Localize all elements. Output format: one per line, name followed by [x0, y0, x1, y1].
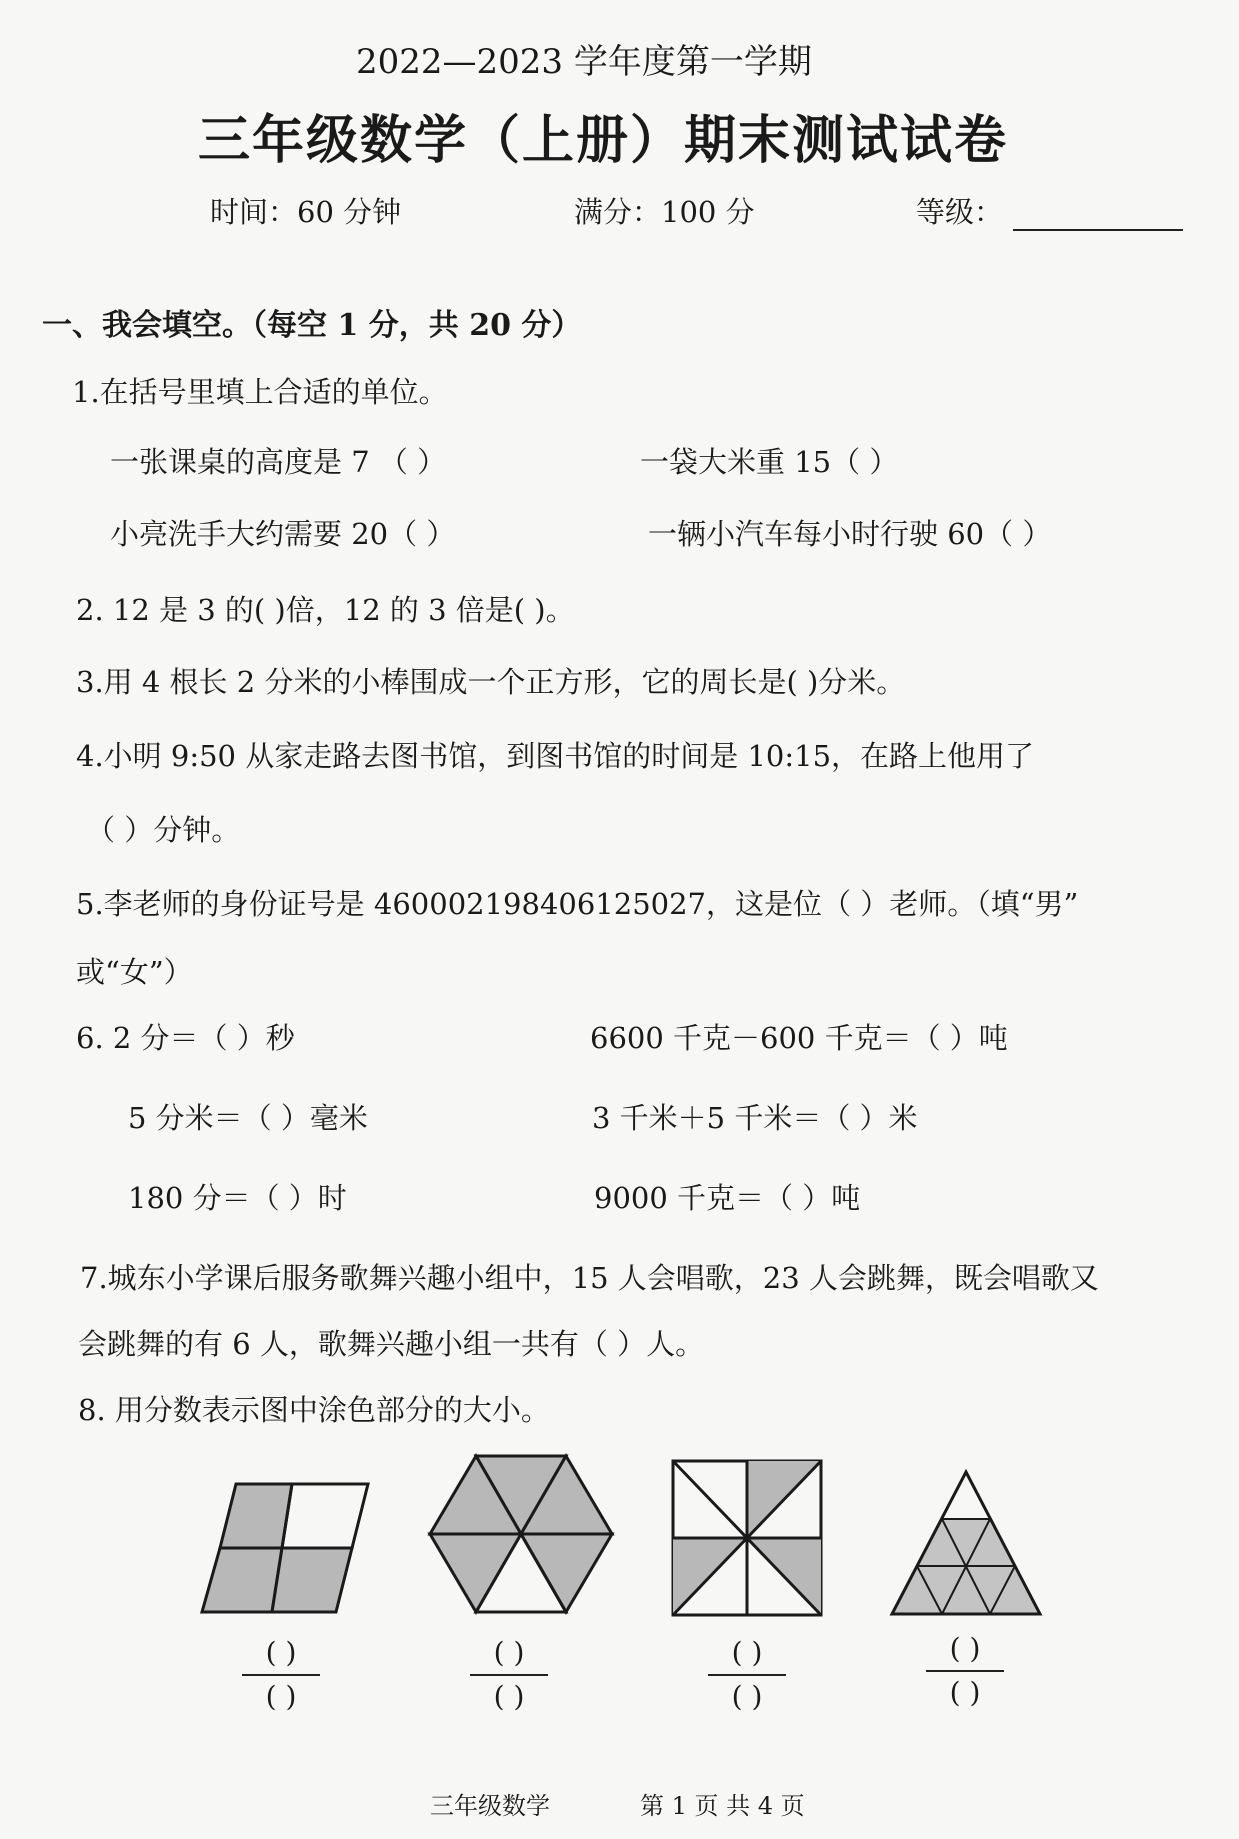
- shaded-region: [220, 1484, 292, 1548]
- school-year: 2022—2023 学年度第一学期: [356, 42, 812, 82]
- numerator-blank: ( ): [731, 1636, 763, 1669]
- shaded-region: [521, 1534, 612, 1612]
- q6-item-e: 180 分＝（ ）时: [128, 1181, 347, 1215]
- fraction-bar: [470, 1674, 548, 1676]
- unshaded-region: [942, 1472, 990, 1519]
- q3: 3.用 4 根长 2 分米的小棒围成一个正方形，它的周长是( )分米。: [76, 665, 906, 699]
- denominator-blank: ( ): [949, 1676, 981, 1709]
- q6-item-a: 6. 2 分＝（ ）秒: [76, 1021, 295, 1055]
- q1-item-a: 一张课桌的高度是 7 （ ）: [110, 445, 447, 479]
- q7-line2: 会跳舞的有 6 人，歌舞兴趣小组一共有（ ）人。: [78, 1327, 705, 1361]
- q6-item-c: 5 分米＝（ ）毫米: [128, 1101, 368, 1135]
- q5-line2: 或“女”）: [76, 955, 193, 989]
- q6-item-b: 6600 千克－600 千克＝（ ）吨: [590, 1021, 1008, 1055]
- fraction-blank-2[interactable]: [464, 1634, 554, 1716]
- fraction-bar: [242, 1674, 320, 1676]
- parallelogram-figure: [196, 1478, 372, 1618]
- unshaded-region: [282, 1484, 368, 1548]
- page-title: 三年级数学（上册）期末测试试卷: [198, 110, 1009, 171]
- fraction-blank-1[interactable]: [236, 1634, 326, 1716]
- numerator-blank: ( ): [949, 1632, 981, 1665]
- q4-line1: 4.小明 9:50 从家走路去图书馆，到图书馆的时间是 10:15，在路上他用了: [76, 739, 1035, 773]
- q1-item-c: 小亮洗手大约需要 20（ ）: [110, 517, 456, 551]
- q6-item-f: 9000 千克＝（ ）吨: [594, 1181, 861, 1215]
- grade-field: [916, 190, 1183, 231]
- q6-item-d: 3 千米＋5 千米＝（ ）米: [592, 1101, 918, 1135]
- denominator-blank: ( ): [265, 1680, 297, 1713]
- fraction-bar: [926, 1670, 1004, 1672]
- triangle-figure: [888, 1468, 1044, 1618]
- shaded-region: [272, 1548, 352, 1612]
- shaded-region: [430, 1534, 521, 1612]
- section-heading: 一、我会填空。（每空 1 分，共 20 分）: [42, 308, 582, 343]
- numerator-blank: ( ): [493, 1636, 525, 1669]
- q7-line1: 7.城东小学课后服务歌舞兴趣小组中，15 人会唱歌，23 人会跳舞，既会唱歌又: [80, 1261, 1099, 1295]
- q2: 2. 12 是 3 的( )倍，12 的 3 倍是( )。: [76, 593, 575, 627]
- q5-line1: 5.李老师的身份证号是 460002198406125027，这是位（ ）老师。（填“男”: [76, 887, 1079, 921]
- grade-label: 等级：: [916, 195, 1004, 229]
- fraction-bar: [708, 1674, 786, 1676]
- q1-stem: 1.在括号里填上合适的单位。: [72, 375, 448, 409]
- numerator-blank: ( ): [265, 1636, 297, 1669]
- fraction-blank-3[interactable]: [702, 1634, 792, 1716]
- denominator-blank: ( ): [731, 1680, 763, 1713]
- shaded-region: [202, 1548, 282, 1612]
- q4-line2: （ ）分钟。: [86, 813, 241, 847]
- q1-item-d: 一辆小汽车每小时行驶 60（ ）: [648, 517, 1052, 551]
- hexagon-figure: [426, 1450, 616, 1618]
- square-figure: [670, 1458, 824, 1618]
- grade-blank-line: [1013, 203, 1183, 231]
- denominator-blank: ( ): [493, 1680, 525, 1713]
- time-label: 时间：60 分钟: [210, 195, 402, 229]
- footer-page-number: 第 1 页 共 4 页: [640, 1792, 805, 1820]
- fraction-blank-4[interactable]: [920, 1630, 1010, 1712]
- score-label: 满分：100 分: [574, 195, 755, 229]
- q8: 8. 用分数表示图中涂色部分的大小。: [78, 1393, 550, 1427]
- q1-item-b: 一袋大米重 15（ ）: [640, 445, 899, 479]
- footer-subject: 三年级数学: [430, 1792, 550, 1820]
